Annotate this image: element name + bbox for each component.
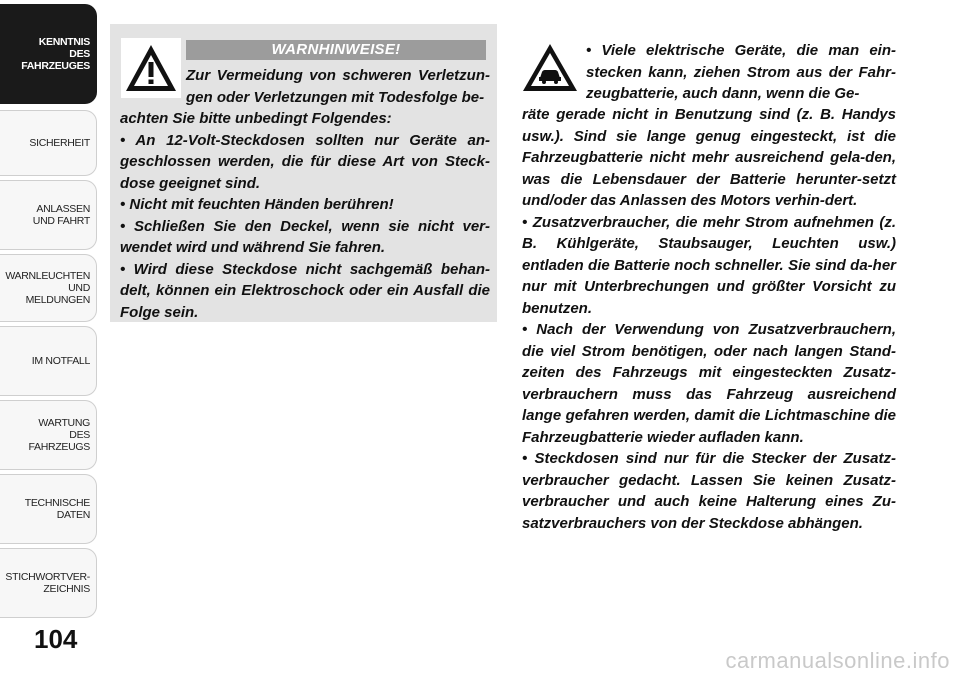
notes-bullet: • Nach der Verwendung von Zusatzverbrauchern, die viel Strom benötigen, oder nach langen Stand-zeiten des Fahrzeugs mit eingesteckten Zusatz-verbrauchern muss das Fahrzeug ausreichend lange gefahren werden, damit die Lichtmaschine die Fahrzeugbatterie wieder aufladen kann. xyxy=(522,321,896,446)
notes-intro: • Viele elektrische Geräte, die man ein-stecken kann, ziehen Strom aus der Fahr-zeugbatterie, auch dann, wenn die Ge- xyxy=(586,42,896,102)
tab-label: SICHERHEIT xyxy=(29,137,90,149)
tab-stichwortverzeichnis[interactable] xyxy=(0,548,97,618)
page-number: 104 xyxy=(34,624,78,654)
tab-label: IM NOTFALL xyxy=(31,355,90,367)
tab-kenntnis-des-fahrzeuges[interactable] xyxy=(0,4,97,104)
notes-bullet: • Steckdosen sind nur für die Stecker der Zusatz-verbraucher gedacht. Lassen Sie keinen Zusatz-verbraucher und auch keine Halterung eines Zu-satzverbrauchers von der Steckdose abhängen. xyxy=(522,450,896,532)
warning-bullet: • Wird diese Steckdose nicht sachgemäß behan-delt, können ein Elektroschock oder ein Ausfall die Folge sein. xyxy=(120,260,490,321)
watermark: carmanualsonline.info xyxy=(725,648,950,673)
tab-label: TECHNISCHE DATEN xyxy=(24,497,90,521)
warning-intro: Zur Vermeidung von schweren Verletzun-gen oder Verletzungen mit Todesfolge be- xyxy=(186,67,490,106)
warning-triangle-icon xyxy=(121,38,181,98)
tab-label: WARNLEUCHTEN UND MELDUNGEN xyxy=(5,270,90,306)
notes-bullet: • Zusatzverbraucher, die mehr Strom aufnehmen (z. B. Kühlgeräte, Staubsauger, Leuchten usw.) entladen die Batterie noch schneller. Sie sind da-her nur mit Unterbrechungen und größter Vorsicht zu benutzen. xyxy=(522,213,896,317)
warning-header: WARNHINWEISE! xyxy=(186,40,486,60)
tab-label: STICHWORTVER- ZEICHNIS xyxy=(5,571,90,595)
warning-bullet: • An 12-Volt-Steckdosen sollten nur Geräte an-geschlossen werden, die für diese Art von Steck-dose geeignet sind. xyxy=(120,131,490,192)
notes-line: räte gerade nicht in Benutzung sind (z. B. Handys usw.). Sind sie lange genug eingesteckt, ist die Fahrzeugbatterie nicht mehr ausreichend gela-den, was die Lebensdauer der Batterie herunter-setzt und/oder das Anlassen des Motors verhin-dert. xyxy=(522,106,896,209)
tab-label: ANLASSEN UND FAHRT xyxy=(32,203,90,227)
notes-list xyxy=(522,104,896,534)
tab-im-notfall[interactable] xyxy=(0,326,97,396)
tab-warnleuchten-und-meldungen[interactable] xyxy=(0,254,97,322)
car-warning-icon xyxy=(520,40,580,95)
tab-anlassen-und-fahrt[interactable] xyxy=(0,180,97,250)
warning-list xyxy=(120,108,490,323)
warning-bullet: • Nicht mit feuchten Händen berühren! xyxy=(120,196,394,213)
tab-technische-daten[interactable] xyxy=(0,474,97,544)
tab-label: KENNTNIS DES FAHRZEUGES xyxy=(21,36,90,72)
tab-sicherheit[interactable] xyxy=(0,110,97,176)
warning-bullet: • Schließen Sie den Deckel, wenn sie nicht ver-wendet wird und während Sie fahren. xyxy=(120,217,490,256)
tab-label: WARTUNG DES FAHRZEUGS xyxy=(28,417,90,453)
tab-wartung-des-fahrzeugs[interactable] xyxy=(0,400,97,470)
warning-line: achten Sie bitte unbedingt Folgendes: xyxy=(120,110,392,127)
